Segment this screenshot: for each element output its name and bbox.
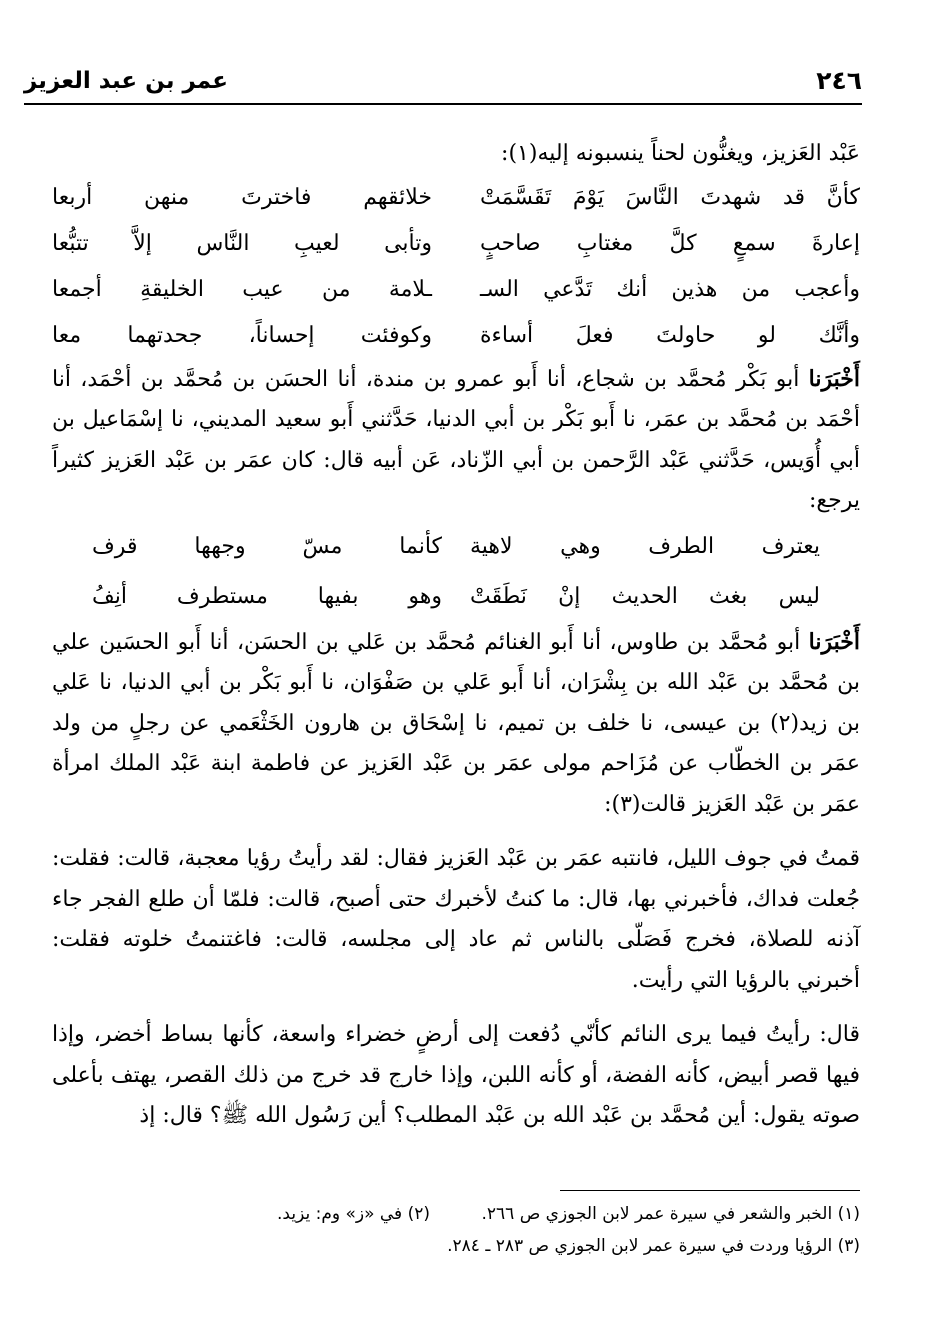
verse [52, 221, 860, 267]
verse [52, 572, 860, 622]
narration-paragraph-1: قمتُ في جوف الليل، فانتبه عمَر بن عَبْد العَزيز فقال: لقد رأيتُ رؤيا معجبة، قالت: فقلت: جُعلت فداك، فأخبرني بها، قال: ما كنتُ لأخبرك حتى أصبح، قالت: فلمّا أن طلع الفجر جاء آذنه للصلاة، فخرج فَصَلّى بالناس ثم عاد إلى مجلسه، قالت: فاغتنمتُ خلوته فقلت: أخبرني بالرؤيا التي رأيت. [52, 846, 860, 993]
page-body [52, 134, 860, 1137]
footnote-2: (٢) في «ز» وم: يزيد. [277, 1204, 430, 1224]
verse-first-hemistich: ليس بغث الحديث إنْ نَطَقَتْ [470, 584, 820, 609]
verse [52, 313, 860, 359]
verse-first-hemistich: وأنَّك لو حاولتَ فعلَ أساءة [480, 323, 860, 348]
verse [52, 522, 860, 572]
page-number: ٢٤٦ [816, 66, 862, 95]
verse-first-hemistich: إعارةَ سمعٍ كلَّ مغتابِ صاحبٍ [480, 231, 860, 256]
verse-second-hemistich: وتأبى لعيبِ النَّاس إلاَّ تتبُّعا [52, 231, 432, 256]
verse-second-hemistich: وهو بفيها مستطرف أنِفُ [92, 584, 442, 609]
verse-first-hemistich: وأعجب من هذين أنك تَدَّعي السـ [480, 277, 860, 302]
narration-paragraph-2: قال: رأيتُ فيما يرى النائم كأنّي دُفعت إلى أرضٍ خضراء واسعة، كأنها بساط أخضر، وإذا فيها قصر أبيض، كأنه الفضة، أو كأنه اللبن، وإذا خارج قد خرج من ذلك القصر، يهتف بأعلى صوته يقول: أين مُحمَّد بن عَبْد الله بن عَبْد المطلب؟ أين رَسُول الله ﷺ؟ قال: إذ [52, 1022, 860, 1128]
isnad-text: أبو مُحمَّد بن طاوس، أنا أَبو الغنائم مُحمَّد بن عَلي بن الحسَن، أنا أَبو الحسَين علي بن مُحمَّد بن عَبْد الله بن بِشْرَان، أنا أَبو عَلي بن صَفْوَان، نا أَبو بَكْر بن أبي الدنيا، نا عَلي بن زيد(٢) بن عيسى، نا خلف بن تميم، نا إسْحَاق بن هارون الخَثْعَمي عن رجلٍ من ولد عمَر بن الخطّاب عن مُزَاحم مولى عمَر بن عَبْد العَزيز عن فاطمة ابنة عَبْد الملك امرأة عمَر بن عَبْد العَزيز قالت(٣): [52, 629, 860, 817]
running-title: عمر بن عبد العزيز [24, 68, 228, 94]
verse [52, 175, 860, 221]
isnad-label: أَخْبَرَنا [808, 628, 860, 655]
footnotes [190, 1198, 860, 1262]
poem-2 [52, 522, 860, 622]
isnad-text: أبو بَكْر مُحمَّد بن شجاع، أنا أَبو عمرو بن مندة، أنا الحسَن بن مُحمَّد بن أحْمَد، أنا أحْمَد بن مُحمَّد بن عمَر، نا أَبو بَكْر بن أبي الدنيا، حَدَّثني أَبو سعيد المديني، نا إسْمَاعيل بن أبي أُوَيس، حَدَّثني عَبْد الرَّحمن بن أبي الزّناد، عَن أبيه قال: كان عمَر بن عَبْد العَزيز كثيراً يرجع: [52, 366, 860, 513]
verse-first-hemistich: يعترف الطرف وهي لاهية [470, 534, 820, 559]
verse [52, 267, 860, 313]
isnad-paragraph-2 [52, 622, 860, 826]
footnote-1: (١) الخبر والشعر في سيرة عمر لابن الجوزي ص ٢٦٦. [481, 1204, 860, 1224]
page-header [24, 66, 862, 102]
isnad-label: أَخْبَرَنا [808, 365, 860, 392]
verse-second-hemistich: ـلامة من عيب الخليقةِ أجمعا [52, 277, 432, 302]
header-rule [24, 103, 862, 105]
poem-1 [52, 175, 860, 359]
footnote-rule [560, 1190, 860, 1191]
verse-second-hemistich: وكوفئت إحساناً، جحدتهما معا [52, 323, 432, 348]
verse-second-hemistich: كأنما مسّ وجهها قرف [92, 534, 442, 559]
isnad-paragraph-1 [52, 359, 860, 522]
verse-first-hemistich: كأنَّ قد شهدتَ النَّاسَ يَوْمَ تَقَسَّمَتْ [480, 185, 860, 210]
intro-line: عَبْد العَزيز، ويغنُّون لحناً ينسبونه إليه(١): [501, 141, 860, 166]
footnote-3: (٣) الرؤيا وردت في سيرة عمر لابن الجوزي ص ٢٨٣ ـ ٢٨٤. [447, 1236, 860, 1256]
verse-second-hemistich: خلائقهم فاخترتَ منهن أربعا [52, 185, 432, 210]
